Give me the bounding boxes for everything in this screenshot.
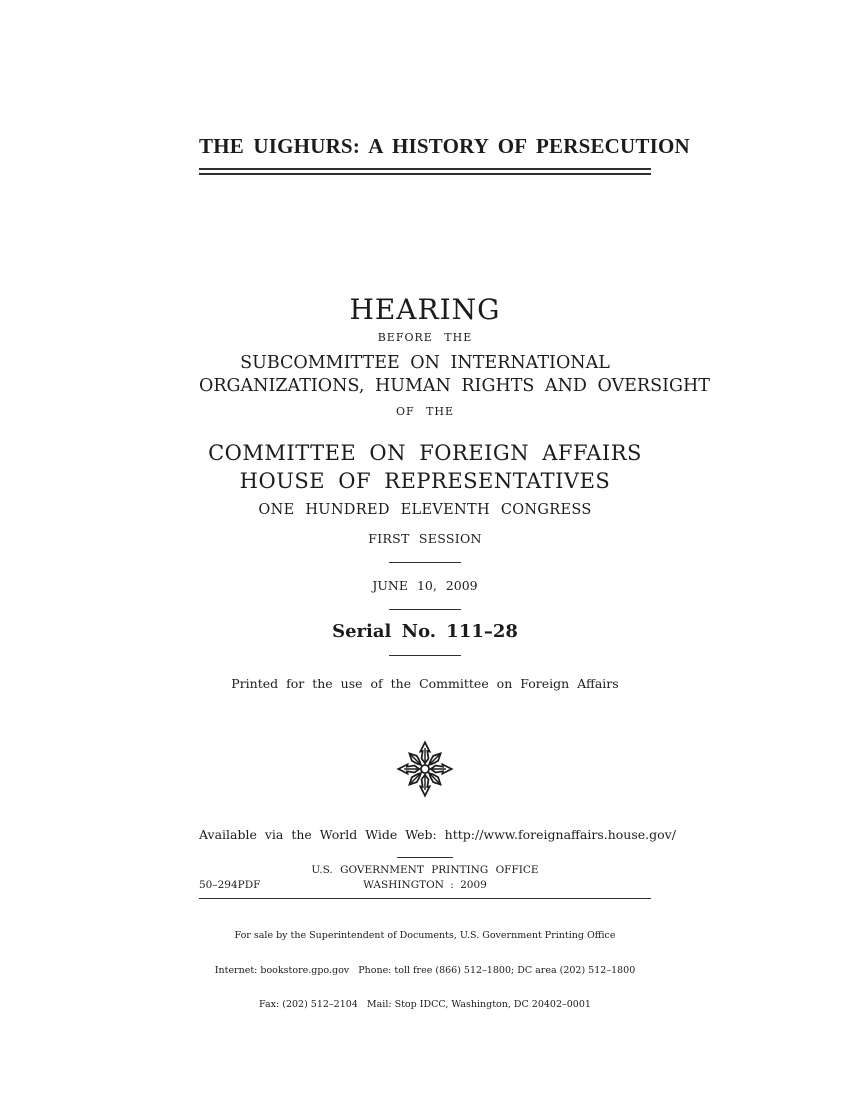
sale-info-line3: Fax: (202) 512–2104 Mail: Stop IDCC, Washington, DC 20402–0001: [259, 999, 591, 1010]
session-line: FIRST SESSION: [368, 531, 482, 546]
gpo-office-line: U.S. GOVERNMENT PRINTING OFFICE: [311, 864, 539, 876]
congress-line: ONE HUNDRED ELEVENTH CONGRESS: [258, 502, 592, 518]
house-heading: HOUSE OF REPRESENTATIVES: [239, 469, 611, 493]
committee-heading: COMMITTEE ON FOREIGN AFFAIRS: [208, 441, 642, 465]
gpo-rosette-ornament-icon: [199, 740, 651, 798]
before-the-label: BEFORE THE: [377, 331, 473, 344]
sale-info-line1: For sale by the Superintendent of Documents, U.S. Government Printing Office: [234, 930, 616, 941]
short-rule-divider: [389, 562, 461, 563]
serial-number: Serial No. 111–28: [332, 621, 518, 642]
full-rule-divider: [199, 898, 651, 899]
double-rule-divider: [199, 168, 651, 175]
gpo-document-number: 50–294PDF: [199, 879, 261, 891]
subcommittee-name-line2: ORGANIZATIONS, HUMAN RIGHTS AND OVERSIGHT: [199, 376, 710, 396]
sale-info-line2: Internet: bookstore.gpo.gov Phone: toll free (866) 512–1800; DC area (202) 512–1800: [214, 964, 636, 976]
short-rule-divider: [397, 857, 453, 858]
printed-for-note: Printed for the use of the Committee on Foreign Affairs: [231, 676, 619, 691]
availability-url-line: Available via the World Wide Web: http://www.foreignaffairs.house.gov/: [199, 827, 676, 842]
title-page-content: [199, 134, 710, 1034]
subcommittee-name-line1: SUBCOMMITTEE ON INTERNATIONAL: [240, 353, 610, 373]
sale-info-block: [199, 907, 651, 1034]
imprint-row: [199, 879, 651, 892]
short-rule-divider: [389, 655, 461, 656]
of-the-label: OF THE: [395, 405, 455, 418]
imprint-place-year: WASHINGTON : 2009: [363, 879, 487, 891]
document-title: THE UIGHURS: A HISTORY OF PERSECUTION: [199, 134, 690, 158]
hearing-date: JUNE 10, 2009: [372, 578, 478, 593]
hearing-heading: HEARING: [349, 293, 501, 326]
short-rule-divider: [389, 609, 461, 610]
